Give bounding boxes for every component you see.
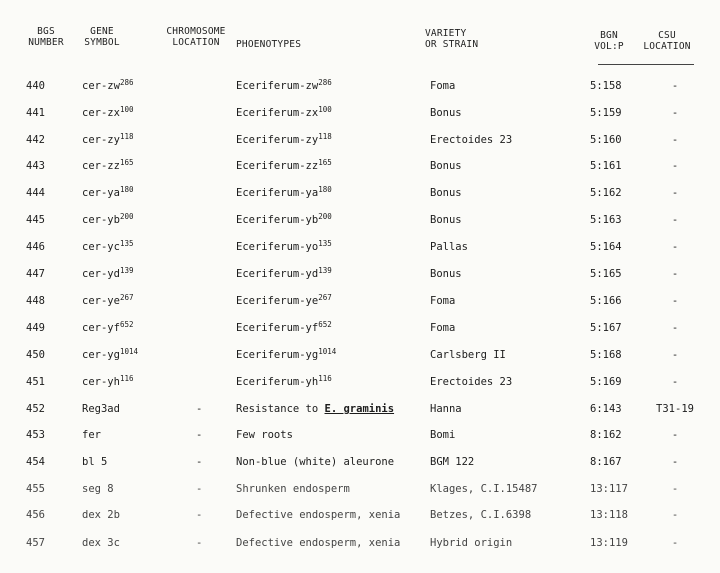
chromosome-location-cell: - — [196, 429, 203, 441]
allele-superscript: 116 — [119, 374, 134, 383]
csu-location-cell: - — [671, 483, 679, 495]
gene-symbol-text: cer-zy — [82, 134, 120, 146]
bgs-number-cell: 456 — [26, 509, 45, 521]
phenotype-cell — [236, 134, 332, 146]
header-bgs-number — [22, 26, 70, 48]
chromosome-location-cell: - — [196, 403, 203, 415]
bgs-number-cell: 442 — [26, 134, 45, 146]
variety-cell: Bonus — [430, 107, 462, 119]
allele-superscript: 652 — [318, 320, 332, 329]
phenotype-cell — [236, 214, 332, 226]
gene-symbol-cell — [82, 268, 133, 280]
bgs-number-cell: 457 — [26, 537, 45, 549]
gene-symbol-cell — [82, 483, 114, 495]
allele-superscript: 200 — [318, 212, 332, 221]
gene-symbol-text: cer-yh — [82, 376, 120, 388]
bgs-number-cell: 450 — [26, 349, 45, 361]
csu-location-cell: - — [671, 241, 679, 253]
gene-symbol-cell — [82, 429, 101, 441]
gene-symbol-cell — [82, 241, 133, 253]
table-row — [0, 505, 720, 527]
bgn-volp-cell: 13:117 — [590, 483, 628, 495]
allele-superscript: 267 — [318, 293, 332, 302]
bgn-volp-cell: 5:169 — [590, 376, 622, 388]
variety-cell: Foma — [430, 80, 456, 92]
phenotype-text: Eceriferum-yb — [236, 214, 319, 226]
gene-symbol-text: seg 8 — [82, 483, 114, 495]
variety-cell: Foma — [430, 322, 456, 334]
phenotype-text: Eceriferum-zw — [236, 80, 319, 92]
table-row — [0, 452, 720, 474]
csu-location-cell: - — [671, 322, 679, 334]
bgs-number-cell: 447 — [26, 268, 45, 280]
csu-location-cell: - — [671, 456, 679, 468]
table-row — [0, 183, 720, 205]
gene-symbol-text: cer-yf — [82, 322, 120, 334]
bgn-volp-cell: 5:164 — [590, 241, 622, 253]
gene-symbol-cell — [82, 107, 133, 119]
allele-superscript: 180 — [119, 185, 134, 194]
phenotype-cell — [236, 483, 350, 495]
phenotype-text: Eceriferum-ye — [236, 295, 319, 307]
bgs-number-cell: 446 — [26, 241, 45, 253]
variety-cell: Foma — [430, 295, 456, 307]
allele-superscript: 100 — [119, 105, 134, 114]
chromosome-location-cell: - — [196, 483, 203, 495]
csu-location-cell: - — [671, 80, 679, 92]
phenotype-cell — [236, 187, 332, 199]
bgn-volp-cell: 5:159 — [590, 107, 622, 119]
phenotype-cell — [236, 376, 332, 388]
phenotype-text: Eceriferum-yd — [236, 268, 319, 280]
header-bgn-volp — [585, 30, 633, 52]
phenotype-text: Eceriferum-yg — [236, 349, 319, 361]
gene-symbol-cell — [82, 187, 133, 199]
variety-cell: Bonus — [430, 214, 462, 226]
header-bgn-line2: VOL:P — [594, 41, 624, 52]
table-row — [0, 479, 720, 501]
phenotype-cell — [236, 268, 332, 280]
allele-superscript: 118 — [318, 132, 332, 141]
csu-location-cell: - — [671, 295, 679, 307]
variety-cell: Erectoides 23 — [430, 134, 513, 146]
allele-superscript: 1014 — [119, 347, 138, 356]
gene-symbol-text: cer-yc — [82, 241, 120, 253]
csu-location-cell: - — [671, 268, 679, 280]
phenotype-text: Non-blue (white) aleurone — [236, 456, 395, 468]
gene-symbol-cell — [82, 376, 133, 388]
phenotype-cell — [236, 295, 332, 307]
table-row — [0, 130, 720, 152]
phenotype-text: Few roots — [236, 429, 293, 441]
bgs-number-cell: 445 — [26, 214, 45, 226]
bgn-volp-cell: 5:163 — [590, 214, 622, 226]
phenotype-cell — [236, 537, 400, 549]
gene-symbol-text: bl 5 — [82, 456, 108, 468]
gene-symbol-text: Reg3ad — [82, 403, 120, 415]
table-row — [0, 264, 720, 286]
phenotype-text: Resistance to — [236, 403, 325, 415]
phenotype-cell — [236, 403, 394, 415]
phenotype-cell — [236, 322, 332, 334]
bgn-volp-cell: 5:167 — [590, 322, 622, 334]
bgn-volp-cell: 5:160 — [590, 134, 622, 146]
phenotype-cell — [236, 429, 293, 441]
gene-symbol-text: cer-ye — [82, 295, 120, 307]
csu-location-cell: - — [671, 509, 679, 521]
table-row — [0, 291, 720, 313]
header-var-line1: VARIETY — [425, 28, 467, 39]
table-row — [0, 76, 720, 98]
gene-symbol-cell — [82, 537, 120, 549]
gene-symbol-cell — [82, 403, 120, 415]
gene-symbol-text: cer-zz — [82, 160, 120, 172]
header-bgs-line2: NUMBER — [28, 37, 64, 48]
table-row — [0, 425, 720, 447]
gene-symbol-cell — [82, 80, 133, 92]
csu-location-cell: - — [671, 187, 679, 199]
header-phen-line: PHOENOTYPES — [236, 39, 302, 50]
chromosome-location-cell: - — [196, 537, 203, 549]
allele-superscript: 135 — [318, 239, 332, 248]
header-bgn-line1: BGN — [600, 30, 618, 41]
phenotype-text: Defective endosperm, xenia — [236, 509, 401, 521]
allele-superscript: 267 — [119, 293, 134, 302]
gene-symbol-text: cer-zx — [82, 107, 120, 119]
csu-location-cell: - — [671, 160, 679, 172]
allele-superscript: 286 — [318, 78, 332, 87]
header-csu-location — [636, 30, 698, 52]
bgs-number-cell: 453 — [26, 429, 45, 441]
gene-symbol-text: dex 2b — [82, 509, 120, 521]
allele-superscript: 135 — [119, 239, 134, 248]
bgn-volp-cell: 13:119 — [590, 537, 628, 549]
csu-location-cell: T31-19 — [656, 403, 694, 415]
csu-location-cell: - — [671, 214, 679, 226]
bgs-number-cell: 440 — [26, 80, 45, 92]
table-row — [0, 210, 720, 232]
bgn-volp-cell: 5:162 — [590, 187, 622, 199]
allele-superscript: 118 — [119, 132, 134, 141]
bgs-number-cell: 451 — [26, 376, 45, 388]
header-csu-line1: CSU — [658, 30, 676, 41]
variety-cell: Bonus — [430, 160, 462, 172]
phenotype-cell — [236, 456, 394, 468]
allele-superscript: 139 — [119, 266, 134, 275]
gene-symbol-cell — [82, 456, 107, 468]
bgn-volp-cell: 5:161 — [590, 160, 622, 172]
table-row — [0, 318, 720, 340]
bgn-volp-cell: 8:162 — [590, 429, 622, 441]
header-bgs-line1: BGS — [37, 26, 55, 37]
gene-symbol-text: cer-yb — [82, 214, 120, 226]
table-row — [0, 156, 720, 178]
header-csu-line2: LOCATION — [643, 41, 691, 52]
allele-superscript: 1014 — [318, 347, 337, 356]
bgn-volp-cell: 5:166 — [590, 295, 622, 307]
csu-location-cell: - — [671, 429, 679, 441]
header-gene-line2: SYMBOL — [84, 37, 120, 48]
table-row — [0, 103, 720, 125]
header-rule — [598, 64, 694, 65]
gene-symbol-cell — [82, 322, 133, 334]
bgn-volp-cell: 13:118 — [590, 509, 628, 521]
gene-symbol-cell — [82, 349, 138, 361]
variety-cell: Pallas — [430, 241, 468, 253]
bgn-volp-cell: 5:165 — [590, 268, 622, 280]
table-row — [0, 372, 720, 394]
csu-location-cell: - — [671, 376, 679, 388]
variety-cell: Klages, C.I.15487 — [430, 483, 538, 495]
phenotype-text: Eceriferum-yf — [236, 322, 319, 334]
bgs-number-cell: 441 — [26, 107, 45, 119]
variety-cell: Carlsberg II — [430, 349, 506, 361]
phenotype-text: Eceriferum-yo — [236, 241, 319, 253]
variety-cell: Bomi — [430, 429, 456, 441]
gene-symbol-cell — [82, 509, 120, 521]
bgs-number-cell: 443 — [26, 160, 45, 172]
phenotype-cell — [236, 160, 332, 172]
header-variety-strain — [425, 28, 478, 50]
table-row — [0, 533, 720, 555]
pathogen-name: E. graminis — [324, 403, 395, 415]
phenotype-cell — [236, 241, 332, 253]
csu-location-cell: - — [671, 349, 679, 361]
bgs-number-cell: 449 — [26, 322, 45, 334]
header-gene-symbol — [76, 26, 128, 48]
header-chromosome-location — [160, 26, 232, 48]
variety-cell: Hanna — [430, 403, 462, 415]
header-chrom-line1: CHROMOSOME — [166, 26, 226, 37]
gene-symbol-cell — [82, 214, 133, 226]
bgs-number-cell: 444 — [26, 187, 45, 199]
bgn-volp-cell: 5:158 — [590, 80, 622, 92]
table-row — [0, 345, 720, 367]
phenotype-text: Eceriferum-zy — [236, 134, 319, 146]
variety-cell: Hybrid origin — [430, 537, 513, 549]
bgs-number-cell: 455 — [26, 483, 45, 495]
table-row — [0, 399, 720, 421]
chromosome-location-cell: - — [196, 456, 203, 468]
allele-superscript: 116 — [318, 374, 332, 383]
gene-symbol-text: cer-yd — [82, 268, 120, 280]
allele-superscript: 652 — [119, 320, 134, 329]
phenotype-cell — [236, 509, 400, 521]
phenotype-cell — [236, 80, 332, 92]
bgs-number-cell: 454 — [26, 456, 45, 468]
csu-location-cell: - — [671, 107, 679, 119]
gene-symbol-text: cer-yg — [82, 349, 120, 361]
gene-symbol-cell — [82, 160, 133, 172]
gene-symbol-cell — [82, 134, 133, 146]
header-gene-line1: GENE — [90, 26, 114, 37]
phenotype-text: Eceriferum-ya — [236, 187, 319, 199]
allele-superscript: 139 — [318, 266, 332, 275]
allele-superscript: 100 — [318, 105, 332, 114]
gene-symbol-text: cer-ya — [82, 187, 120, 199]
variety-cell: Bonus — [430, 268, 462, 280]
phenotype-text: Eceriferum-zz — [236, 160, 319, 172]
bgn-volp-cell: 5:168 — [590, 349, 622, 361]
bgn-volp-cell: 6:143 — [590, 403, 622, 415]
bgs-number-cell: 448 — [26, 295, 45, 307]
variety-cell: Betzes, C.I.6398 — [430, 509, 532, 521]
phenotype-text: Eceriferum-zx — [236, 107, 319, 119]
header-chrom-line2: LOCATION — [172, 37, 220, 48]
phenotype-text: Defective endosperm, xenia — [236, 537, 401, 549]
variety-cell: Erectoides 23 — [430, 376, 513, 388]
gene-symbol-text: dex 3c — [82, 537, 120, 549]
gene-symbol-text: fer — [82, 429, 101, 441]
variety-cell: Bonus — [430, 187, 462, 199]
chromosome-location-cell: - — [196, 509, 203, 521]
gene-symbol-cell — [82, 295, 133, 307]
allele-superscript: 165 — [119, 158, 134, 167]
table-row — [0, 237, 720, 259]
bgs-number-cell: 452 — [26, 403, 45, 415]
header-phenotypes — [236, 39, 301, 50]
csu-location-cell: - — [671, 537, 679, 549]
csu-location-cell: - — [671, 134, 679, 146]
bgn-volp-cell: 8:167 — [590, 456, 622, 468]
allele-superscript: 165 — [318, 158, 332, 167]
phenotype-cell — [236, 349, 336, 361]
phenotype-text: Eceriferum-yh — [236, 376, 319, 388]
allele-superscript: 180 — [318, 185, 332, 194]
phenotype-text: Shrunken endosperm — [236, 483, 350, 495]
phenotype-cell — [236, 107, 332, 119]
gene-symbol-text: cer-zw — [82, 80, 120, 92]
allele-superscript: 200 — [119, 212, 134, 221]
variety-cell: BGM 122 — [430, 456, 475, 468]
allele-superscript: 286 — [119, 78, 134, 87]
header-var-line2: OR STRAIN — [425, 39, 479, 50]
